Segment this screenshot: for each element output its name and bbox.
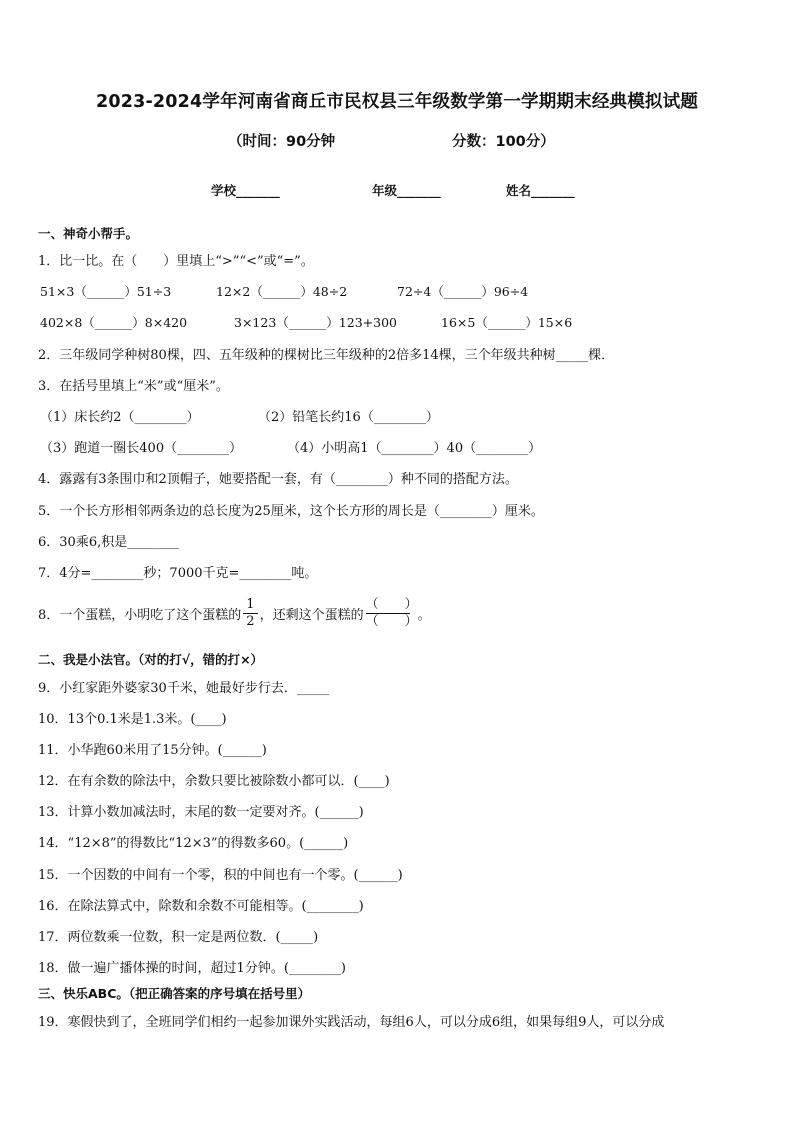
q3-item: （4）小明高1（________）40（________） <box>287 441 542 456</box>
question-16: 16．在除法算式中，除数和余数不可能相等。(________) <box>38 899 364 914</box>
question-13: 13．计算小数加减法时，末尾的数一定要对齐。(______) <box>38 805 364 820</box>
q1-expr: 12×2（______）48÷2 <box>216 284 348 299</box>
answer-denominator-blank: （ ） <box>365 614 418 629</box>
question-3: 3．在括号里填上“米”或“厘米”。 <box>38 379 229 394</box>
question-18: 18．做一遍广播体操的时间，超过1分钟。(________) <box>38 961 346 976</box>
school-field: 学校_______ <box>211 183 280 198</box>
question-15: 15．一个因数的中间有一个零，积的中间也有一个零。(______) <box>38 868 403 883</box>
question-5: 5．一个长方形相邻两条边的总长度为25厘米，这个长方形的周长是（________）厘米。 <box>38 504 544 519</box>
fraction-denominator: 2 <box>246 614 255 629</box>
question-10: 10．13个0.1米是1.3米。(____) <box>38 712 227 727</box>
answer-fraction-blank <box>366 597 418 630</box>
q3-item: （2）铅笔长约16（________） <box>258 410 439 425</box>
question-8 <box>38 597 431 630</box>
q8-text-mid: ，还剩这个蛋糕的 <box>259 608 364 623</box>
q3-item: （1）床长约2（________） <box>40 410 200 425</box>
question-12: 12．在有余数的除法中，余数只要比被除数小都可以．(____) <box>38 774 390 789</box>
q1-expr: 402×8（______）8×420 <box>40 315 188 330</box>
exam-score: 分数：100分） <box>452 134 555 150</box>
question-14: 14．“12×8”的得数比“12×3”的得数多60。(______) <box>38 836 349 851</box>
q1-expr: 72÷4（______）96÷4 <box>397 284 529 299</box>
question-2: 2．三年级同学种树80棵，四、五年级种的棵树比三年级种的2倍多14棵，三个年级共种树_____棵． <box>38 348 615 363</box>
section-3-heading: 三、快乐ABC。（把正确答案的序号填在括号里） <box>38 986 311 1001</box>
question-9: 9．小红家距外婆家30千米，她最好步行去．_____ <box>38 681 330 696</box>
name-field: 姓名_______ <box>506 183 575 198</box>
q1-expr: 16×5（______）15×6 <box>441 315 573 330</box>
question-17: 17．两位数乘一位数，积一定是两位数．(_____) <box>38 930 319 945</box>
section-1-heading: 一、神奇小帮手。 <box>38 226 139 241</box>
question-1: 1．比一比。在（ ）里填上“>”“<”或“=”。 <box>38 254 314 269</box>
section-2-heading: 二、我是小法官。（对的打√，错的打×） <box>38 652 264 667</box>
exam-time: （时间：90分钟 <box>228 134 336 150</box>
q3-item: （3）跑道一圈长400（________） <box>40 441 243 456</box>
question-6: 6．30乘6,积是________ <box>38 535 180 550</box>
question-4: 4．露露有3条围巾和2顶帽子，她要搭配一套，有（________）种不同的搭配方法。 <box>38 472 518 487</box>
q1-expr: 51×3（______）51÷3 <box>40 284 172 299</box>
fraction-numerator: 1 <box>243 597 257 614</box>
grade-field: 年级_______ <box>372 183 441 198</box>
question-7: 7．4分=________秒；7000千克=________吨。 <box>38 566 318 581</box>
answer-numerator-blank: （ ） <box>365 597 418 612</box>
fraction-half <box>243 597 257 630</box>
question-11: 11．小华跑60米用了15分钟。(______) <box>38 743 267 758</box>
question-19: 19．寒假快到了，全班同学们相约一起参加课外实践活动，每组6人，可以分成6组，如果每组9人，可以分成 <box>38 1015 665 1030</box>
q8-text-pre: 8．一个蛋糕，小明吃了这个蛋糕的 <box>38 608 242 623</box>
page-title: 2023-2024学年河南省商丘市民权县三年级数学第一学期期末经典模拟试题 <box>95 92 699 112</box>
q1-expr: 3×123（______）123+300 <box>234 315 397 330</box>
q8-text-end: 。 <box>417 608 431 623</box>
